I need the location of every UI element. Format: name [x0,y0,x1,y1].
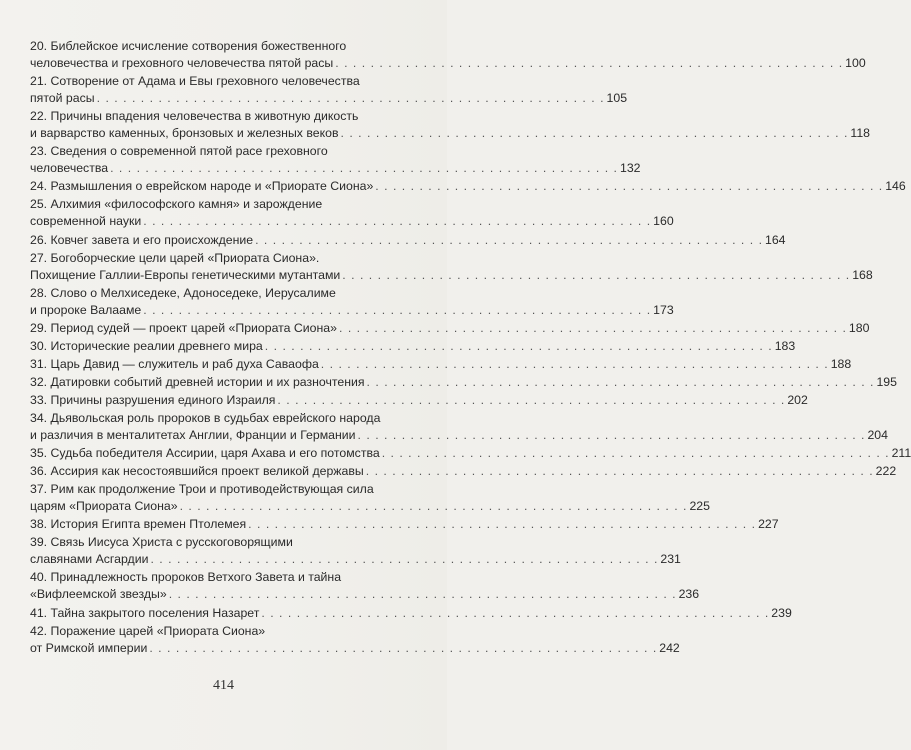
page-number: 414 [213,678,234,693]
toc-entry-title: 22. Причины впадения человечества в животную дикость [30,109,359,124]
toc-entry-body [30,232,786,249]
toc-entry-title: 20. Библейское исчисление сотворения божественного [30,39,347,53]
toc-entry-title: человечества [30,161,109,176]
toc-line [30,196,674,213]
toc-line [30,427,888,444]
dot-leader [143,302,651,319]
toc-entry-title: 37. Рим как продолжение Трои и противодействующая сила [30,482,374,497]
toc-page-number: 100 [845,56,866,71]
toc-line [30,392,808,409]
toc-page-number: 168 [852,267,873,282]
toc-page-number: 188 [830,356,852,371]
toc-entry [30,38,866,72]
toc-entry-title: славянами Асгардии [30,552,149,567]
toc-entry-body [30,320,869,337]
toc-page-number: 132 [619,161,641,176]
toc-entry [30,356,852,373]
toc-entry [30,605,792,622]
toc-entry [30,338,796,355]
toc-page-number: 105 [606,91,628,106]
toc-line [30,90,627,107]
toc-entry-body [30,623,680,657]
toc-entry-title: 38. История Египта времен Птолемея [30,517,247,532]
toc-entry [30,143,641,177]
toc-line [30,285,674,302]
toc-entry-body [30,108,870,142]
dot-leader [382,445,890,462]
toc-page-number: 183 [774,338,796,353]
toc-page-number: 173 [653,302,674,317]
toc-page-number: 160 [653,214,674,229]
toc-entry-title: 32. Датировки событий древней истории и их разночтения [30,374,365,389]
toc-line [30,338,795,355]
toc-line [30,108,870,125]
toc-entry-body [30,178,906,195]
toc-line [30,267,873,284]
dot-leader [255,232,763,249]
toc-page-number: 204 [867,428,888,443]
toc-entry-title: 30. Исторические реалии древнего мира [30,338,263,353]
toc-entry [30,463,897,480]
toc-entry [30,481,710,515]
toc-line [30,463,896,480]
toc-line [30,605,792,622]
toc-line [30,160,641,177]
toc-entry-body [30,516,779,533]
toc-page-number: 225 [689,499,710,514]
toc-entry-title: «Вифлеемской звезды» [30,587,167,602]
toc-entry-title: 26. Ковчег завета и его происхождение [30,232,254,247]
toc-entry-body [30,143,641,177]
toc-entry-title: 36. Ассирия как несостоявшийся проект великой державы [30,464,364,479]
toc-entry-title: пятой расы [30,91,95,106]
table-of-contents [30,38,911,658]
toc-entry-title: Похищение Галлии-Европы генетическими мутантами [30,267,341,282]
toc-line [30,320,869,337]
toc-entry-title: 21. Сотворение от Адама и Евы греховного человечества [30,74,360,89]
toc-entry-title: 23. Сведения о современной пятой расе греховного [30,144,328,159]
dot-leader [335,55,843,72]
toc-page-number: 231 [660,552,681,567]
toc-entry-body [30,374,897,391]
toc-entry-title: 41. Тайна закрытого поселения Назарет [30,605,260,620]
toc-entry [30,392,808,409]
toc-line [30,38,866,55]
toc-line [30,569,699,586]
toc-entry-title: царям «Приората Сиона» [30,499,178,514]
toc-entry-title: и различия в менталитетах Англии, Франции и Германии [30,428,356,443]
dot-leader [339,320,847,337]
toc-entry-body [30,250,873,284]
toc-page-number: 146 [885,179,906,194]
toc-entry [30,108,870,142]
toc-page-number: 118 [850,126,870,141]
dot-leader [97,90,605,107]
dot-leader [169,586,677,603]
toc-line [30,302,674,319]
toc-entry [30,232,786,249]
toc-entry-body [30,73,627,107]
toc-entry-title: 33. Причины разрушения единого Израиля [30,392,276,407]
toc-entry-body [30,534,681,568]
toc-page-number: 180 [848,320,870,335]
toc-entry [30,196,674,230]
toc-page-number: 227 [758,517,779,532]
toc-entry-title: 42. Поражение царей «Приората Сиона» [30,623,266,638]
toc-line [30,232,786,249]
toc-line [30,534,681,551]
toc-line [30,516,779,533]
toc-entry [30,285,674,319]
toc-entry-body [30,463,896,480]
toc-entry-body [30,356,851,373]
toc-entry [30,250,873,284]
toc-page-number: 164 [765,232,786,247]
toc-line [30,551,681,568]
toc-entry [30,320,870,337]
toc-page-number: 236 [678,587,700,602]
toc-entry-title: 34. Дьявольская роль пророков в судьбах еврейского народа [30,410,381,425]
toc-entry-title: современной науки [30,214,142,229]
toc-line [30,125,870,142]
toc-line [30,73,627,90]
toc-line [30,374,897,391]
toc-line [30,445,911,462]
toc-line [30,481,710,498]
toc-entry [30,516,779,533]
toc-line [30,55,866,72]
dot-leader [321,356,829,373]
toc-entry-title: 27. Богоборческие цели царей «Приората Сиона». [30,250,320,265]
toc-line [30,586,699,603]
toc-entry [30,534,681,568]
toc-entry-body [30,445,911,462]
dot-leader [180,498,688,515]
toc-entry-title: человечества и греховного человечества пятой расы [30,56,334,71]
toc-entry-body [30,285,674,319]
dot-leader [143,213,651,230]
dot-leader [358,427,866,444]
toc-line [30,250,873,267]
toc-entry [30,569,700,603]
dot-leader [265,338,773,355]
toc-entry-title: 28. Слово о Мелхиседеке, Адоноседеке, Иерусалиме [30,285,336,300]
toc-line [30,178,906,195]
toc-line [30,410,888,427]
toc-entry-title: и варварство каменных, бронзовых и железных веков [30,126,339,141]
dot-leader [366,463,874,480]
toc-entry-title: от Римской империи [30,640,148,655]
toc-entry-body [30,569,699,603]
toc-entry-title: 25. Алхимия «философского камня» и зарождение [30,197,323,212]
toc-page-number: 239 [771,605,792,620]
dot-leader [248,516,756,533]
dot-leader [277,392,785,409]
toc-entry [30,623,680,657]
toc-entry-title: 31. Царь Давид — служитель и раб духа Саваофа [30,356,319,371]
toc-entry-title: 39. Связь Иисуса Христа с русскоговорящими [30,535,293,550]
dot-leader [367,374,875,391]
dot-leader [375,178,883,195]
toc-line [30,213,674,230]
toc-entry-body [30,338,795,355]
toc-entry-body [30,410,888,444]
toc-line [30,356,851,373]
dot-leader [340,125,848,142]
toc-entry-title: 29. Период судей — проект царей «Приората Сиона» [30,320,337,335]
toc-entry [30,73,628,107]
toc-line [30,143,641,160]
dot-leader [342,267,850,284]
toc-entry-body [30,38,866,72]
toc-page-number: 202 [787,392,808,407]
toc-entry [30,410,888,444]
dot-leader [261,605,769,622]
toc-entry-title: 24. Размышления о еврейском народе и «Приорате Сиона» [30,179,374,194]
toc-page-number: 222 [875,464,897,479]
dot-leader [149,640,657,657]
dot-leader [110,160,618,177]
toc-entry-title: 40. Принадлежность пророков Ветхого Завета и тайна [30,570,342,585]
toc-line [30,640,680,657]
toc-line [30,498,710,515]
toc-entry [30,374,897,391]
toc-entry-body [30,196,674,230]
toc-entry-body [30,481,710,515]
dot-leader [150,551,658,568]
toc-entry-body [30,605,792,622]
toc-page-number: 211 [891,446,911,461]
toc-page-number: 195 [876,374,897,389]
toc-entry [30,178,906,195]
toc-entry-title: 35. Судьба победителя Ассирии, царя Ахава и его потомства [30,446,380,461]
toc-entry [30,445,911,462]
toc-line [30,623,680,640]
toc-page-number: 242 [659,640,680,655]
toc-entry-body [30,392,808,409]
toc-entry-title: и пророке Валааме [30,302,142,317]
